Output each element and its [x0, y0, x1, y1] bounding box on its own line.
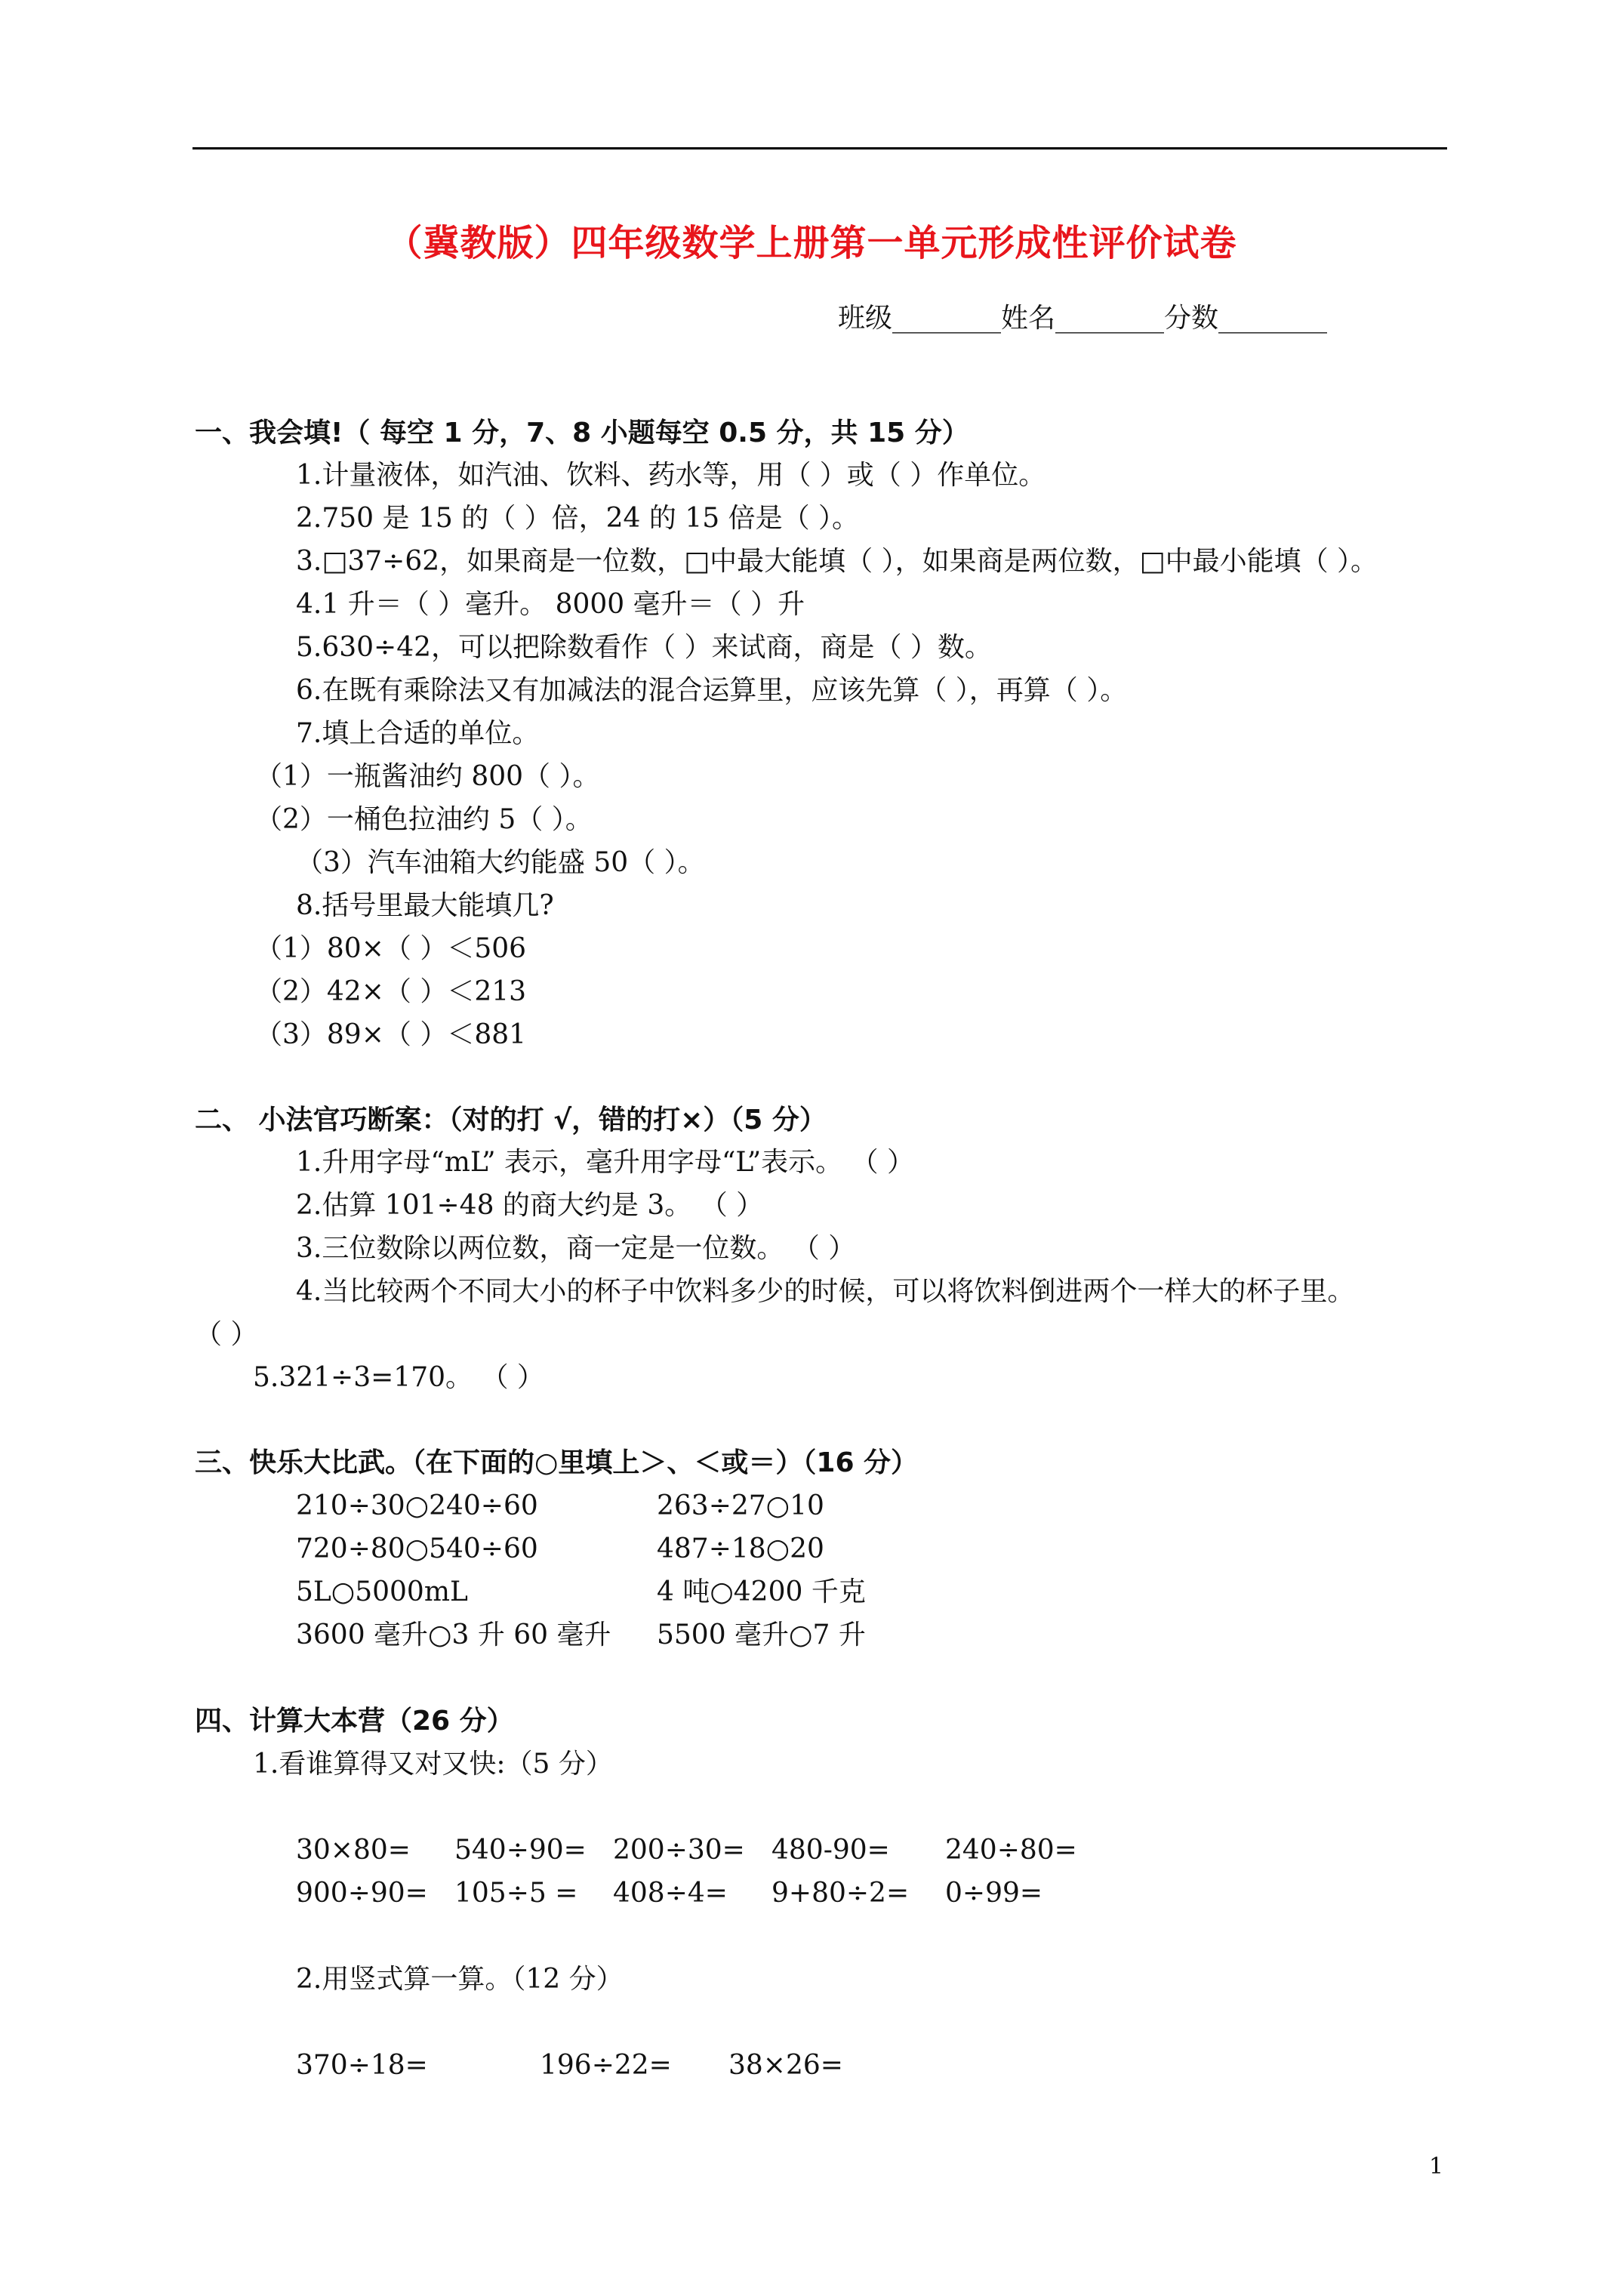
s1-question-8: 8.括号里最大能填几? [296, 890, 554, 921]
oral-calc-item: 408÷4= [613, 1878, 728, 1909]
compare-item: 4 吨○4200 千克 [657, 1576, 866, 1607]
s1-question-3: 3.□37÷62，如果商是一位数，□中最大能填（ ），如果商是两位数，□中最小能填（ ）。 [296, 546, 1378, 577]
page-number: 1 [1429, 2153, 1444, 2180]
s2-question-4: 4.当比较两个不同大小的杯子中饮料多少的时候，可以将饮料倒进两个一样大的杯子里。 [296, 1276, 1355, 1307]
section4-heading: 四、计算大本营（26 分） [195, 1706, 514, 1737]
oral-calc-item: 105÷5 = [454, 1878, 578, 1909]
compare-item: 720÷80○540÷60 [296, 1533, 538, 1564]
s4-subheading-2: 2.用竖式算一算。（12 分） [296, 1964, 624, 1995]
oral-calc-item: 0÷99= [945, 1878, 1043, 1909]
s1-question-4: 4.1 升＝（ ）毫升。 8000 毫升＝（ ）升 [296, 589, 805, 620]
s2-question-3: 3.三位数除以两位数，商一定是一位数。 （ ） [296, 1233, 856, 1264]
compare-item: 263÷27○10 [657, 1490, 824, 1521]
section2-heading: 二、 小法官巧断案：（对的打 √，错的打×）（5 分） [195, 1105, 827, 1136]
oral-calc-item: 240÷80= [945, 1835, 1077, 1866]
s1-question-1: 1.计量液体，如汽油、饮料、药水等，用（ ）或（ ）作单位。 [296, 460, 1046, 491]
oral-calc-item: 9+80÷2= [771, 1878, 910, 1909]
s2-question-1: 1.升用字母“mL” 表示，毫升用字母“L”表示。 （ ） [296, 1147, 914, 1178]
compare-item: 5L○5000mL [296, 1576, 468, 1607]
s1-question-7: 7.填上合适的单位。 [296, 718, 540, 749]
s1-question-7-2: （2）一桶色拉油约 5（ ）。 [255, 804, 593, 835]
s1-question-2: 2.750 是 15 的（ ）倍，24 的 15 倍是（ ）。 [296, 503, 860, 534]
s1-question-5: 5.630÷42，可以把除数看作（ ）来试商，商是（ ）数。 [296, 632, 992, 663]
s2-question-2: 2.估算 101÷48 的商大约是 3。 （ ） [296, 1190, 764, 1221]
header-rule [192, 147, 1447, 149]
compare-item: 210÷30○240÷60 [296, 1490, 538, 1521]
oral-calc-item: 200÷30= [613, 1835, 745, 1866]
student-info-line: 班级________姓名________分数________ [838, 303, 1328, 334]
s1-question-7-1: （1）一瓶酱油约 800（ ）。 [255, 761, 600, 792]
vertical-calc-item: 370÷18= [296, 2050, 428, 2081]
oral-calc-item: 900÷90= [296, 1878, 428, 1909]
oral-calc-item: 540÷90= [454, 1835, 587, 1866]
page-title: （冀教版）四年级数学上册第一单元形成性评价试卷 [386, 222, 1237, 264]
oral-calc-item: 30×80= [296, 1835, 411, 1866]
compare-item: 3600 毫升○3 升 60 毫升 [296, 1620, 611, 1650]
oral-calc-item: 480-90= [771, 1835, 890, 1866]
s1-question-8-2: （2）42×（ ）＜213 [255, 976, 527, 1007]
s2-question-5: 5.321÷3=170。 （ ） [253, 1362, 544, 1393]
section3-heading: 三、快乐大比武。（在下面的○里填上＞、＜或＝）（16 分） [195, 1447, 919, 1478]
s2-question-4-answer: （ ） [195, 1319, 258, 1350]
s4-subheading-1: 1.看谁算得又对又快:（5 分） [253, 1749, 613, 1780]
s1-question-6: 6.在既有乘除法又有加减法的混合运算里，应该先算（ ），再算（ ）。 [296, 675, 1128, 706]
vertical-calc-item: 38×26= [728, 2050, 843, 2081]
s1-question-8-1: （1）80×（ ）＜506 [255, 933, 527, 964]
compare-item: 5500 毫升○7 升 [657, 1620, 866, 1650]
compare-item: 487÷18○20 [657, 1533, 824, 1564]
section1-heading: 一、我会填!（ 每空 1 分，7、8 小题每空 0.5 分，共 15 分） [195, 418, 969, 448]
vertical-calc-item: 196÷22= [540, 2050, 672, 2081]
s1-question-7-3: （3）汽车油箱大约能盛 50（ ）。 [296, 847, 705, 878]
s1-question-8-3: （3）89×（ ）＜881 [255, 1019, 527, 1050]
